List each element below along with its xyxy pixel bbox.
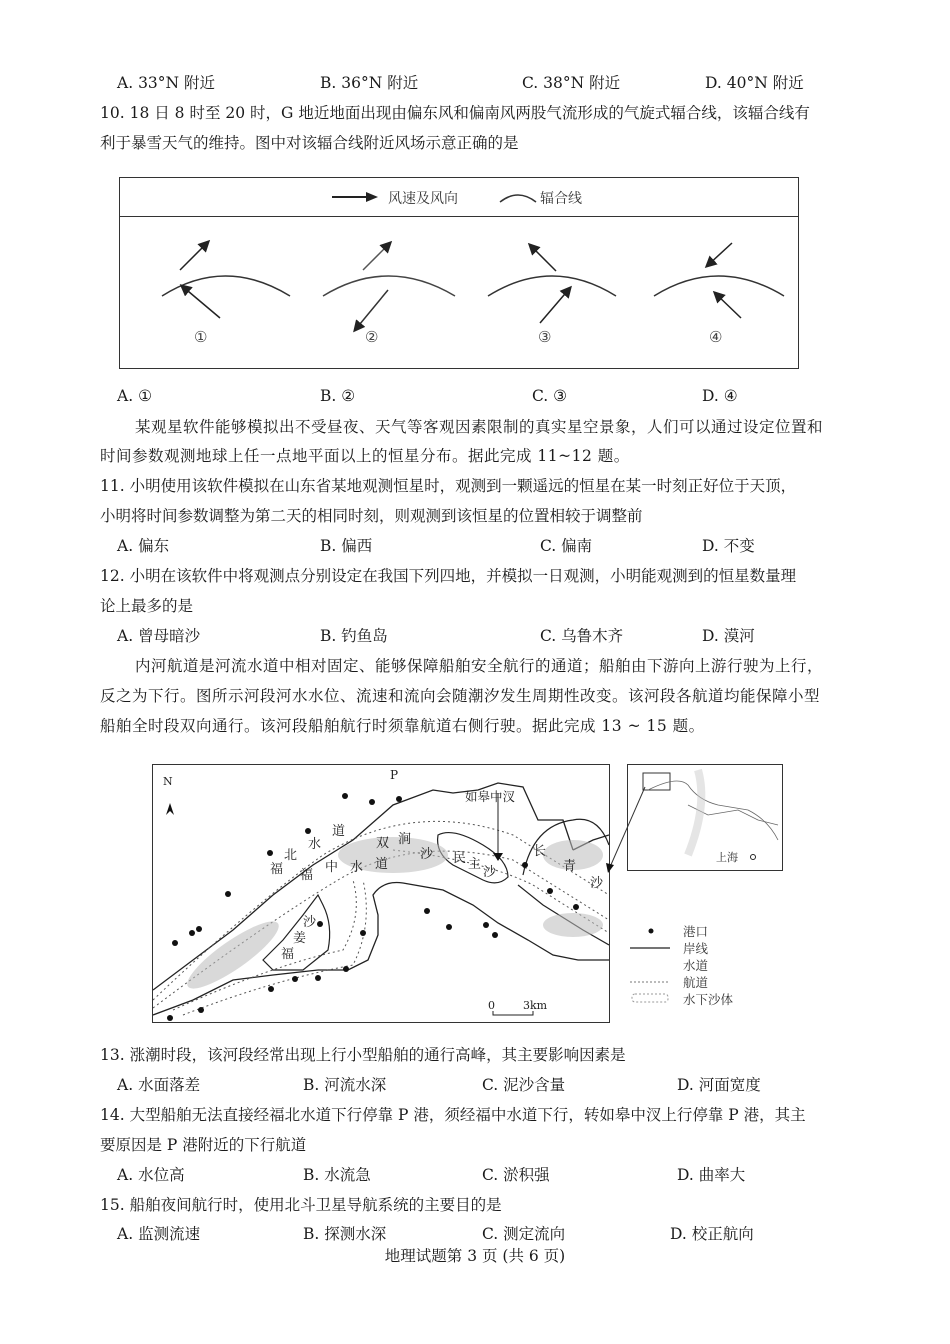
q11-options — [117, 536, 857, 556]
scale-zero: 0 — [488, 999, 495, 1012]
panel-3-label: ③ — [538, 328, 552, 346]
fujiangsha-label-2: 姜 — [293, 931, 307, 946]
q14-option-b: B. 水流急 — [303, 1166, 371, 1184]
legend-coastline-label: 岸线 — [683, 941, 709, 956]
q10-option-a: A. ① — [117, 387, 152, 405]
q10-option-c: C. ③ — [532, 387, 568, 405]
inset-shanghai-label: 上海 — [716, 851, 738, 864]
shuangjiansha-label-2: 涧 — [398, 832, 412, 847]
panel-4 — [654, 243, 784, 318]
fubei-label-3: 水 — [308, 837, 322, 852]
q9-option-d: D. 40°N 附近 — [705, 74, 804, 92]
q15-option-c: C. 测定流向 — [482, 1225, 566, 1243]
q9-option-b: B. 36°N 附近 — [320, 74, 419, 92]
q13-stem: 13. 涨潮时段，该河段经常出现上行小型船舶的通行高峰，其主要影响因素是 — [100, 1046, 626, 1064]
q14-option-c: C. 淤积强 — [482, 1166, 550, 1184]
q11-option-b: B. 偏西 — [320, 537, 373, 555]
q9-option-a: A. 33°N 附近 — [117, 74, 216, 92]
q14-option-d: D. 曲率大 — [677, 1166, 746, 1184]
q15-options — [117, 1224, 857, 1244]
q10-option-d: D. ④ — [702, 387, 738, 405]
panel-1 — [162, 242, 290, 318]
legend-coastline — [628, 939, 768, 956]
inset-map — [627, 764, 783, 871]
legend-sandbody — [628, 990, 768, 1007]
q11-option-c: C. 偏南 — [540, 537, 593, 555]
legend-channel — [628, 973, 768, 990]
fubei-label-2: 北 — [284, 848, 298, 863]
q13-option-c: C. 泥沙含量 — [482, 1076, 566, 1094]
panel-2-label: ② — [365, 328, 379, 346]
passage-13-15-line3: 船舶全时段双向通行。该河段船舶航行时须靠航道右侧行驶。据此完成 13 ~ 15 题。 — [100, 717, 705, 735]
q12-option-b: B. 钓鱼岛 — [320, 627, 388, 645]
fujiangsha-label-3: 沙 — [303, 915, 317, 930]
fubei-label-1: 福 — [270, 862, 284, 877]
q12-stem-line2: 论上最多的是 — [100, 597, 194, 615]
q14-stem-line1: 14. 大型船舶无法直接经福北水道下行停靠 P 港，须经福中水道下行，转如皋中汊上行停靠 P 港，其主 — [100, 1106, 806, 1124]
q11-stem-line2: 小明将时间参数调整为第二天的相同时刻，则观测到该恒星的位置相较于调整前 — [100, 507, 643, 525]
north-label: N — [163, 775, 173, 788]
passage-11-12-line1: 某观星软件能够模拟出不受昼夜、天气等客观因素限制的真实星空景象，人们可以通过设定位置和 — [135, 418, 824, 436]
legend-port-label: 港口 — [683, 924, 709, 939]
q12-option-d: D. 漠河 — [702, 627, 755, 645]
q11-option-d: D. 不变 — [702, 537, 755, 555]
legend-port — [628, 922, 768, 939]
q13-option-b: B. 河流水深 — [303, 1076, 387, 1094]
panel-3 — [488, 245, 616, 323]
q9-options — [117, 73, 857, 93]
minzhusha-label-1: 民 — [453, 851, 467, 866]
wind-panels — [120, 218, 798, 368]
q14-option-a: A. 水位高 — [117, 1166, 185, 1184]
fuzhong-label-3: 水 — [350, 860, 364, 875]
map-legend — [628, 922, 768, 1007]
legend-line-label: 辐合线 — [540, 191, 582, 207]
q15-option-d: D. 校正航向 — [670, 1225, 754, 1243]
north-arrow-icon — [166, 803, 174, 815]
q15-option-b: B. 探测水深 — [303, 1225, 387, 1243]
rugao-channel-label: 如皋中汊 — [465, 789, 516, 804]
passage-13-15-line1: 内河航道是河流水道中相对固定、能够保障船舶安全航行的通道；船舶由下游向上游行驶为上行， — [135, 657, 824, 675]
fubei-label-4: 道 — [332, 824, 346, 839]
convergence-line-icon — [498, 190, 538, 204]
q12-stem-line1: 12. 小明在该软件中将观测点分别设定在我国下列四地，并模拟一日观测，小明能观测到的恒星数量理 — [100, 567, 797, 585]
q10-stem-line1: 10. 18 日 8 时至 20 时，G 地近地面出现由偏东风和偏南风两股气流形成的气旋式辐合线，该辐合线有 — [100, 104, 810, 122]
river-map-drawing — [153, 765, 609, 1022]
panel-4-label: ④ — [709, 328, 723, 346]
minzhusha-label-3: 沙 — [483, 865, 497, 880]
fuzhong-label-2: 中 — [325, 860, 339, 875]
fuzhong-label-1: 福 — [300, 868, 314, 883]
legend-waterway — [628, 956, 768, 973]
q11-stem-line1: 11. 小明使用该软件模拟在山东省某地观测恒星时，观测到一颗遥远的恒星在某一时刻正好位于天顶， — [100, 477, 797, 495]
fuzhong-label-4: 道 — [375, 857, 389, 872]
legend-wind-label: 风速及风向 — [388, 191, 458, 207]
port-p-label: P — [390, 768, 399, 782]
shuangjiansha-label-1: 双 — [376, 836, 390, 851]
q9-option-c: C. 38°N 附近 — [522, 74, 621, 92]
q14-options — [117, 1165, 857, 1185]
fujiangsha-label-1: 福 — [281, 947, 295, 962]
q10-stem-line2: 利于暴雪天气的维持。图中对该辐合线附近风场示意正确的是 — [100, 134, 519, 152]
q10-options — [117, 386, 857, 406]
figure-legend — [120, 178, 798, 217]
legend-sandbody-label: 水下沙体 — [683, 992, 734, 1007]
q15-stem: 15. 船舶夜间航行时，使用北斗卫星导航系统的主要目的是 — [100, 1196, 502, 1214]
panel-1-label: ① — [194, 328, 208, 346]
q13-option-d: D. 河面宽度 — [677, 1076, 761, 1094]
shuangjiansha-label-3: 沙 — [420, 847, 434, 862]
q14-stem-line2: 要原因是 P 港附近的下行航道 — [100, 1136, 307, 1154]
convergence-line-figure — [119, 177, 799, 369]
q15-option-a: A. 监测流速 — [117, 1225, 201, 1243]
q12-option-c: C. 乌鲁木齐 — [540, 627, 624, 645]
minzhusha-label-2: 主 — [468, 857, 482, 872]
scale-end: 3km — [523, 999, 548, 1012]
panel-2 — [323, 243, 455, 330]
inset-pointer-line — [600, 785, 650, 875]
q13-options — [117, 1075, 857, 1095]
q12-option-a: A. 曾母暗沙 — [117, 627, 201, 645]
q13-option-a: A. 水面落差 — [117, 1076, 201, 1094]
passage-13-15-line2: 反之为下行。图所示河段河水水位、流速和流向会随潮汐发生周期性改变。该河段各航道均能保障小型 — [100, 687, 821, 705]
passage-11-12-line2: 时间参数观测地球上任一点地平面以上的恒星分布。据此完成 11~12 题。 — [100, 447, 630, 465]
changqingsha-label-1: 长 — [533, 844, 547, 859]
legend-waterway-label: 水道 — [683, 958, 709, 973]
river-map — [152, 764, 610, 1023]
page-footer: 地理试题第 3 页 (共 6 页) — [384, 1247, 566, 1265]
changqingsha-label-2: 青 — [563, 859, 577, 874]
q12-options — [117, 626, 857, 646]
q11-option-a: A. 偏东 — [117, 537, 170, 555]
legend-channel-label: 航道 — [683, 975, 709, 990]
q10-option-b: B. ② — [320, 387, 356, 405]
wind-arrow-icon — [330, 190, 380, 204]
changqingsha-label-3: 沙 — [590, 876, 604, 891]
inset-map-drawing — [628, 765, 782, 870]
